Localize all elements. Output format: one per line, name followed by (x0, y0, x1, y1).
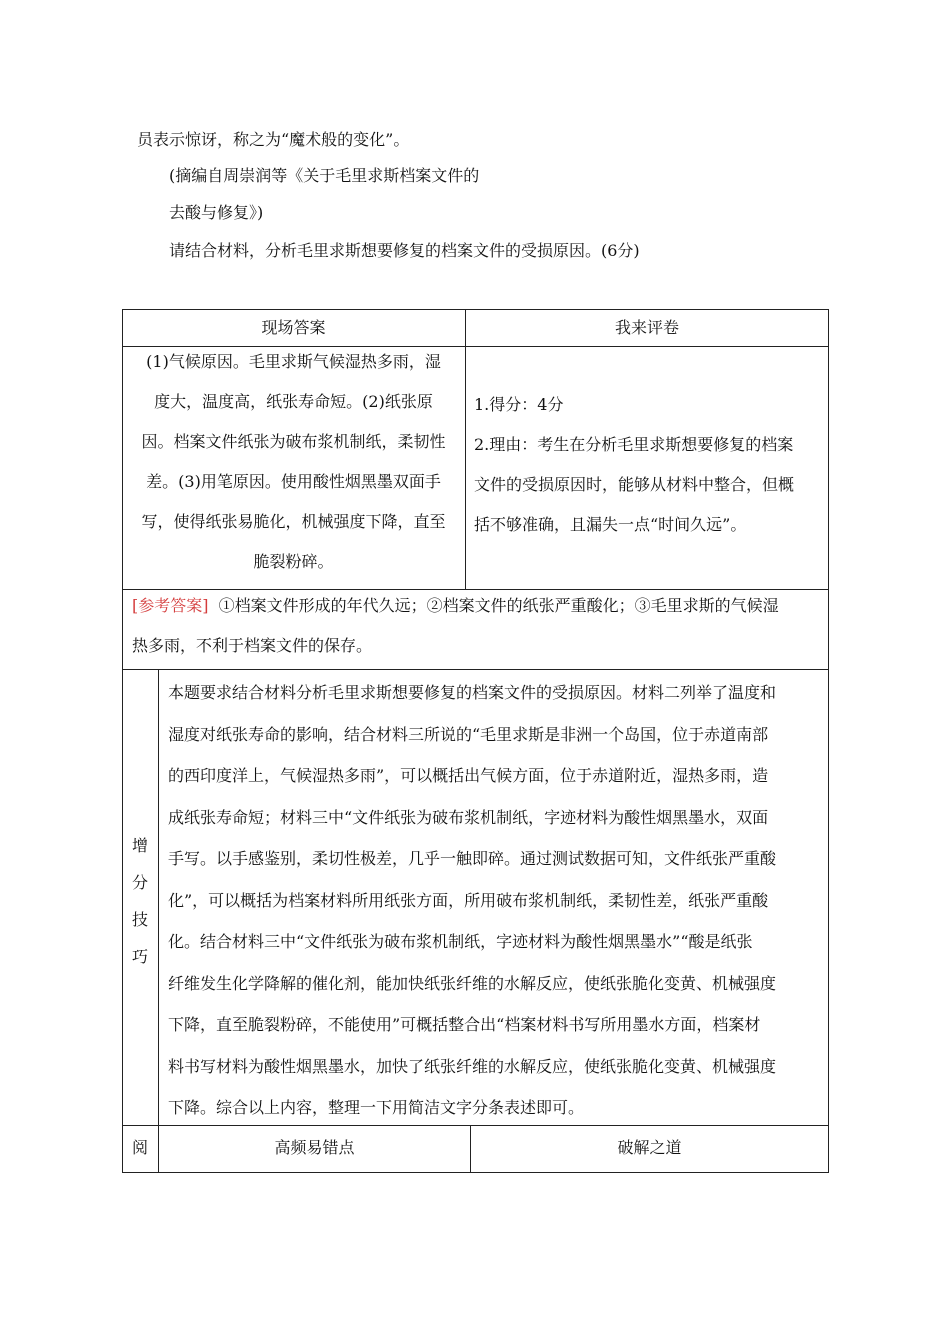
tips-line: 湿度对纸张寿命的影响，结合材料三所说的“毛里求斯是非洲一个岛国，位于赤道南部 (168, 724, 769, 744)
header-error-points: 高频易错点 (274, 1138, 355, 1157)
answer-line: (1)气候原因。毛里求斯气候湿热多雨，湿 (146, 352, 441, 371)
answer-line: 度大，温度高，纸张寿命短。(2)纸张原 (154, 392, 433, 411)
tips-line: 下降。综合以上内容，整理一下用简洁文字分条表述即可。 (168, 1098, 585, 1117)
reference-text-1: ①档案文件形成的年代久远；②档案文件的纸张严重酸化；③毛里求斯的气候湿 (218, 596, 779, 615)
bottom-label: 阅 (131, 1138, 148, 1157)
tips-line: 成纸张寿命短；材料三中“文件纸张为破布浆机制纸，字迹材料为酸性烟黑墨水，双面 (168, 807, 769, 827)
question-text: 请结合材料，分析毛里求斯想要修复的档案文件的受损原因。(6分) (169, 241, 640, 260)
answer-line: 差。(3)用笔原因。使用酸性烟黑墨双面手 (146, 472, 441, 491)
tips-text (168, 672, 826, 1129)
grading-score: 1.得分：4分 (474, 395, 564, 414)
tips-line: 手写。以手感鉴别，柔切性极差，几乎一触即碎。通过测试数据可知，文件纸张严重酸 (168, 849, 777, 868)
reference-label: [参考答案] (132, 596, 209, 615)
tips-label-char: 分 (131, 873, 148, 892)
intro-line: 员表示惊讶，称之为“魔术般的变化”。 (137, 130, 410, 149)
grading-comment (474, 385, 824, 545)
tips-line: 下降，直至脆裂粉碎，不能使用”可概括整合出“档案材料书写所用墨水方面，档案材 (168, 1015, 761, 1034)
tips-label-char: 巧 (131, 947, 148, 966)
tips-line: 料书写材料为酸性烟黑墨水，加快了纸张纤维的水解反应，使纸张脆化变黄、机械强度 (168, 1056, 777, 1076)
grading-reason-line: 2.理由：考生在分析毛里求斯想要修复的档案 (474, 435, 794, 454)
header-solutions: 破解之道 (617, 1138, 682, 1157)
reference-text-2: 热多雨，不利于档案文件的保存。 (132, 636, 373, 655)
answer-line: 脆裂粉碎。 (253, 552, 334, 571)
source-line-2: 去酸与修复》) (169, 203, 264, 222)
header-grading: 我来评卷 (614, 318, 679, 337)
tips-line: 化”，可以概括为档案材料所用纸张方面，所用破布浆机制纸，柔韧性差，纸张严重酸 (168, 890, 769, 910)
tips-line: 的西印度洋上，气候湿热多雨”，可以概括出气候方面，位于赤道附近，湿热多雨，造 (168, 766, 769, 785)
tips-line: 纤维发生化学降解的催化剂，能加快纸张纤维的水解反应，使纸张脆化变黄、机械强度 (168, 973, 777, 993)
reference-answer (132, 586, 824, 666)
answer-line: 因。档案文件纸张为破布浆机制纸，柔韧性 (141, 432, 446, 451)
answer-table (122, 309, 829, 1173)
tips-label-char: 增 (131, 836, 148, 855)
source-line-1: (摘编自周崇润等《关于毛里求斯档案文件的 (169, 166, 480, 185)
tips-label (122, 827, 158, 975)
tips-line: 本题要求结合材料分析毛里求斯想要修复的档案文件的受损原因。材料二列举了温度和 (168, 683, 777, 702)
header-live-answer: 现场答案 (261, 318, 326, 337)
tips-label-char: 技 (131, 910, 148, 929)
student-answer (122, 342, 465, 582)
tips-line: 化。结合材料三中“文件纸张为破布浆机制纸，字迹材料为酸性烟黑墨水”“酸是纸张 (168, 932, 753, 951)
grading-reason-line: 括不够准确，且漏失一点“时间久远”。 (474, 515, 747, 534)
answer-line: 写，使得纸张易脆化，机械强度下降，直至 (141, 512, 446, 531)
grading-reason-line: 文件的受损原因时，能够从材料中整合，但概 (474, 475, 795, 494)
